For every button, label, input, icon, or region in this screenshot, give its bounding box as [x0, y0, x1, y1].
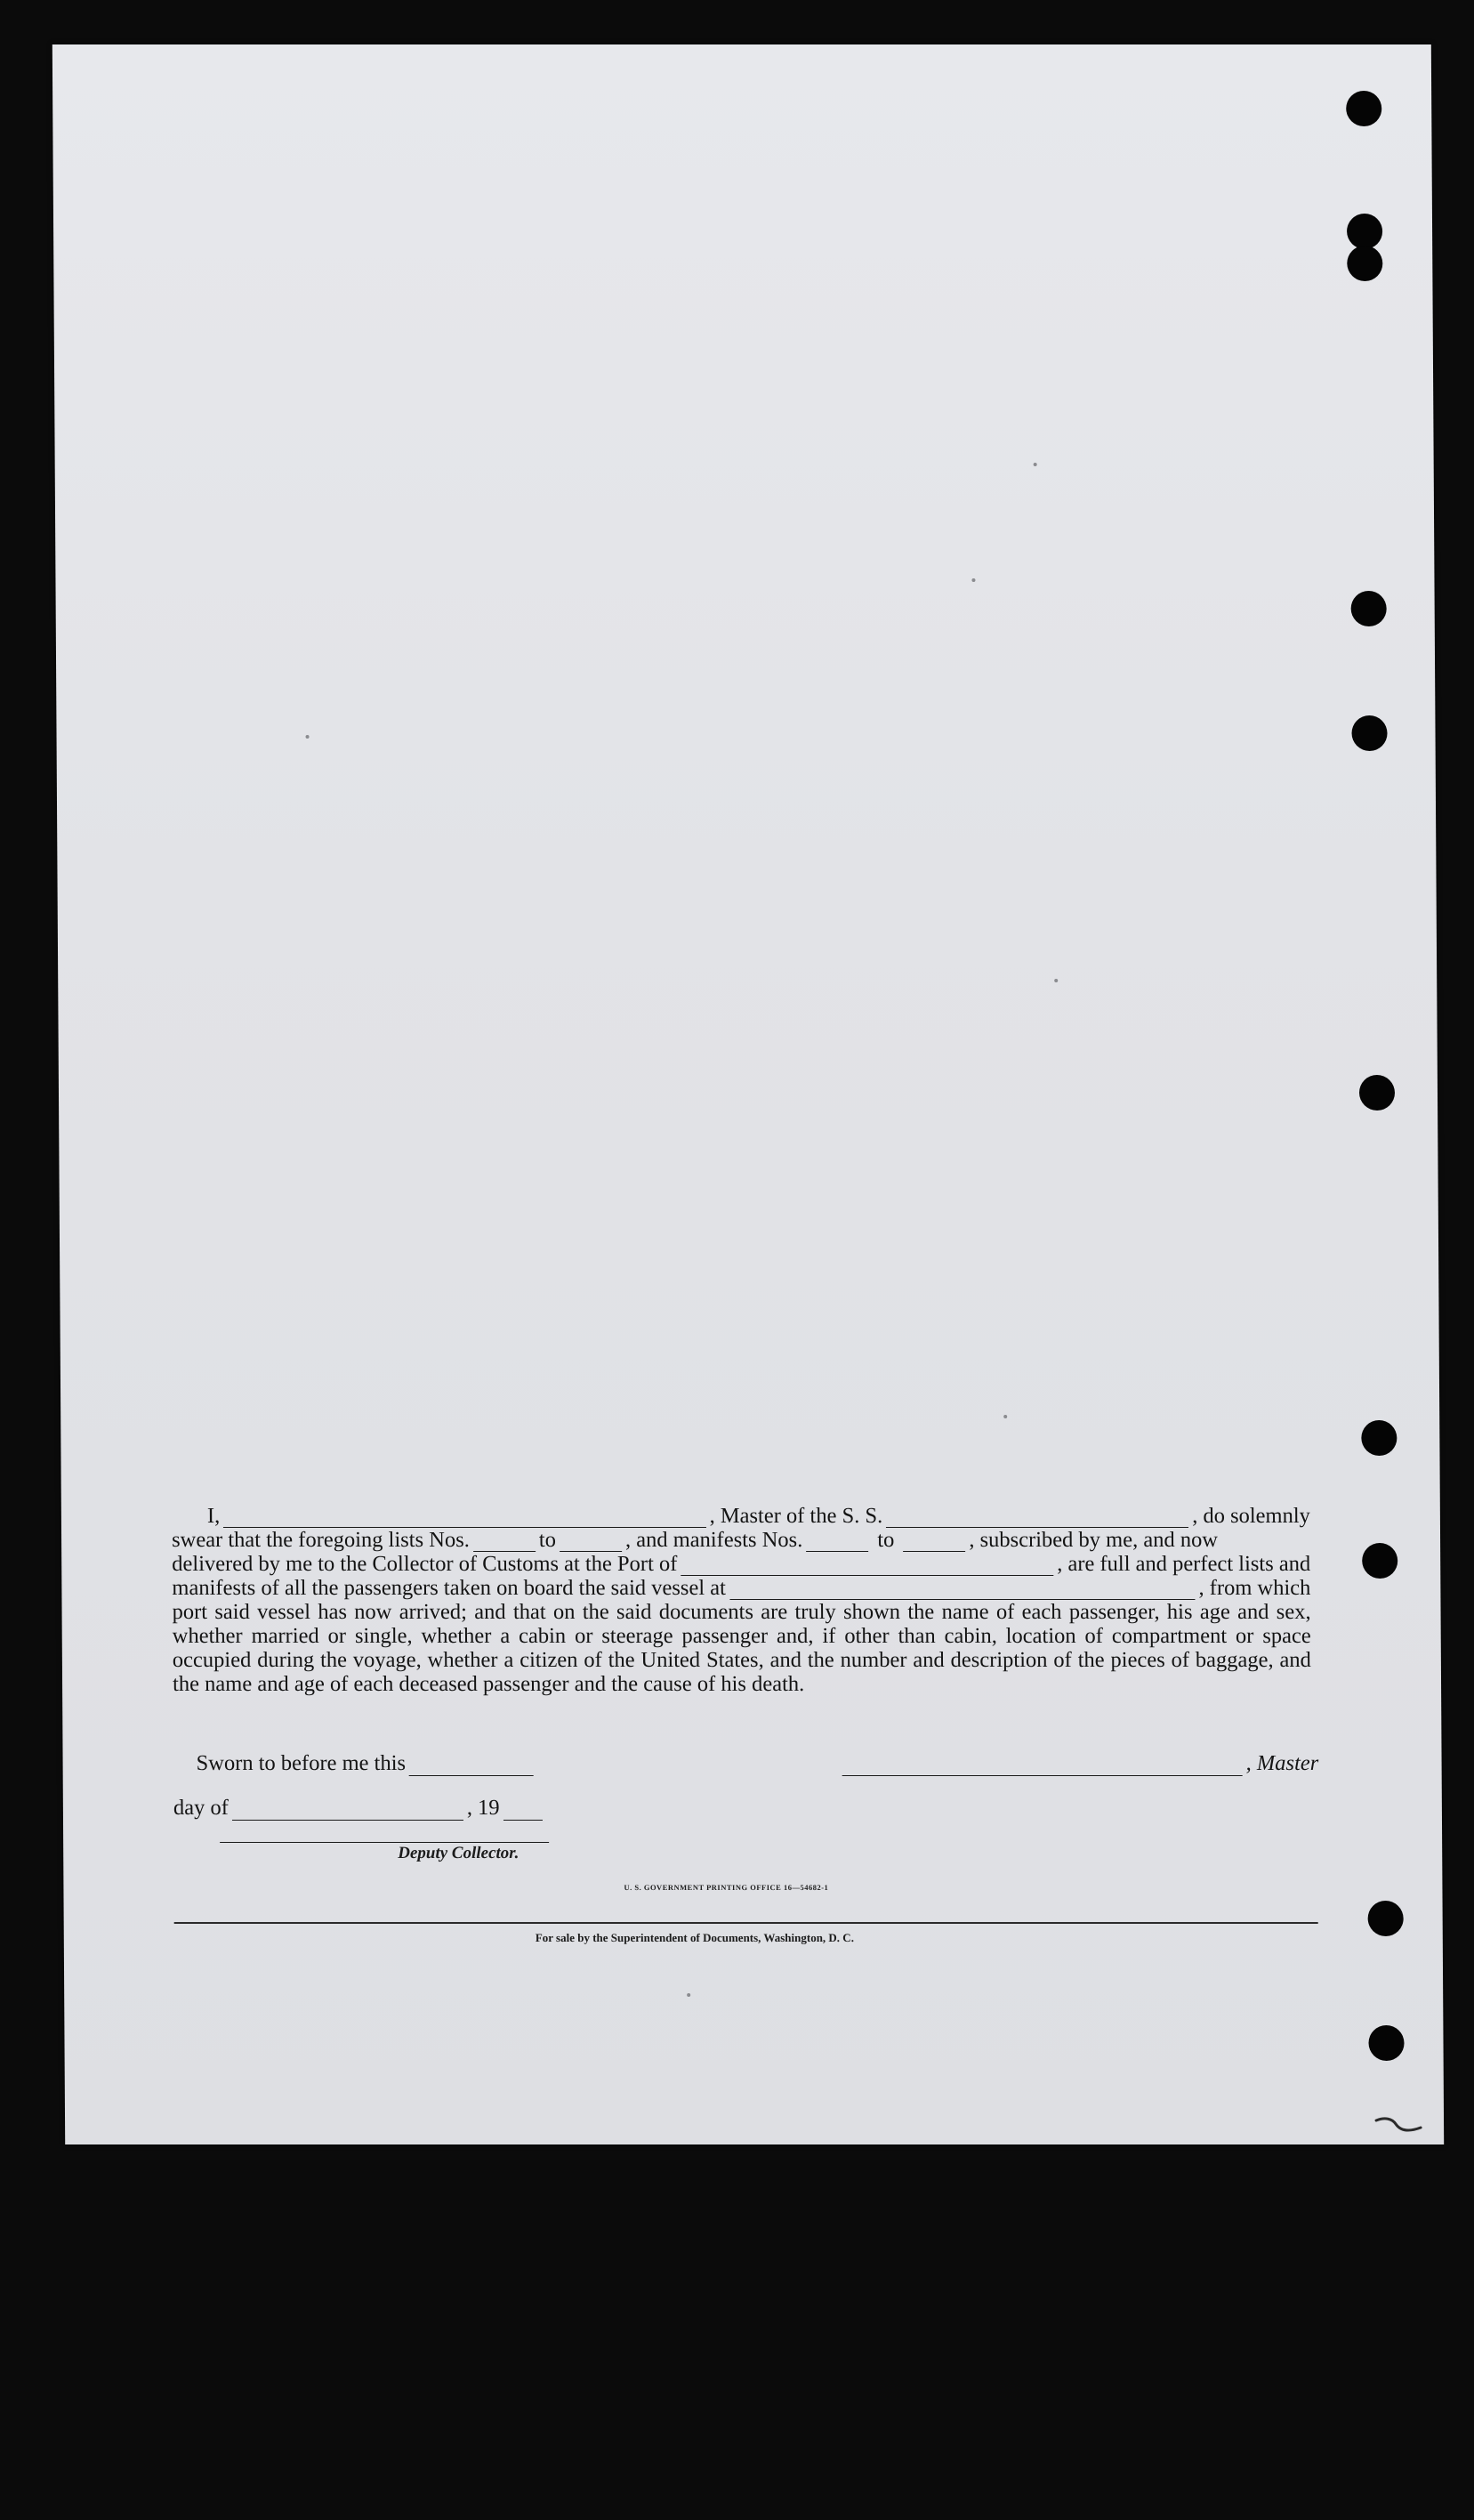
- handwritten-mark-icon: [1373, 2113, 1426, 2140]
- oath-line-1: [172, 1504, 1310, 1528]
- binder-hole: [1368, 1901, 1404, 1936]
- list-from-blank[interactable]: [473, 1535, 536, 1552]
- scan-speck: [306, 735, 310, 739]
- oath-full-perfect: , are full and perfect lists and: [1057, 1552, 1311, 1576]
- for-sale-note: For sale by the Superintendent of Documents, Washington, D. C.: [535, 1931, 854, 1944]
- oath-line-4: [172, 1576, 1310, 1600]
- binder-hole: [1368, 2025, 1404, 2061]
- binder-hole: [1346, 91, 1381, 126]
- scan-speck: [687, 1993, 690, 1997]
- oath-master-of: , Master of the S. S.: [709, 1504, 883, 1528]
- oath-to-2: to: [877, 1528, 895, 1552]
- oath-body: port said vessel has now arrived; and that on the said documents are truly shown the name of each passenger, his age and sex, whether married or single, whether a cabin or steerage passenger and, if other than cabin, location of compartment or space occupied during the voyage, whether a citizen of the United States, and the number and description of the pieces of baggage, and the name and age of each deceased passenger and the cause of his death.: [172, 1600, 1311, 1696]
- oath-do-solemnly: , do solemnly: [1192, 1504, 1310, 1528]
- binder-hole: [1362, 1543, 1397, 1579]
- departure-port-blank[interactable]: [729, 1583, 1196, 1600]
- deputy-collector-label: Deputy Collector.: [398, 1844, 520, 1862]
- ship-name-blank[interactable]: [886, 1511, 1188, 1528]
- sworn-row: [197, 1751, 538, 1776]
- port-blank[interactable]: [681, 1559, 1053, 1576]
- paper-sheet: [52, 44, 1444, 2144]
- scan-speck: [1054, 979, 1058, 982]
- oath-manifests: , and manifests Nos.: [624, 1528, 803, 1552]
- binder-hole: [1361, 1420, 1397, 1456]
- oath-subscribed: , subscribed by me, and now: [969, 1528, 1219, 1552]
- binder-hole: [1347, 246, 1382, 281]
- master-signature-blank[interactable]: [842, 1759, 1243, 1776]
- master-name-blank[interactable]: [223, 1511, 705, 1528]
- manifest-to-blank[interactable]: [903, 1535, 965, 1552]
- binder-hole: [1359, 1075, 1395, 1111]
- year-blank[interactable]: [503, 1804, 543, 1821]
- oath-delivered: delivered by me to the Collector of Customs at the Port of: [172, 1552, 678, 1576]
- year-prefix: , 19: [466, 1796, 500, 1820]
- footer-rule: [174, 1922, 1318, 1924]
- day-of-row: [173, 1796, 546, 1821]
- scan-speck: [1003, 1415, 1007, 1418]
- day-of-label: day of: [173, 1796, 229, 1820]
- binder-hole: [1351, 715, 1387, 751]
- scan-speck: [971, 578, 975, 582]
- scan-speck: [1034, 463, 1037, 466]
- deputy-signature-line[interactable]: [220, 1842, 549, 1843]
- master-signature-row: [839, 1751, 1319, 1776]
- oath-to-1: to: [538, 1528, 556, 1552]
- oath-line-3: [172, 1552, 1310, 1576]
- manifest-from-blank[interactable]: [806, 1535, 868, 1552]
- gpo-imprint: U. S. GOVERNMENT PRINTING OFFICE 16—54682-1: [624, 1883, 829, 1892]
- oath-i: I,: [206, 1504, 221, 1528]
- oath-swear: swear that the foregoing lists Nos.: [171, 1528, 470, 1552]
- sworn-label: Sworn to before me this: [196, 1751, 407, 1775]
- sworn-day-blank[interactable]: [409, 1759, 534, 1776]
- month-blank[interactable]: [232, 1804, 463, 1821]
- oath-manifests-all: manifests of all the passengers taken on board the said vessel at: [172, 1576, 727, 1600]
- master-label: , Master: [1245, 1751, 1319, 1775]
- binder-hole: [1351, 591, 1387, 626]
- oath-from-which: , from which: [1198, 1576, 1311, 1600]
- oath-block: [172, 1504, 1311, 1696]
- oath-line-2: [172, 1528, 1310, 1552]
- binder-hole: [1347, 214, 1382, 249]
- list-to-blank[interactable]: [560, 1535, 622, 1552]
